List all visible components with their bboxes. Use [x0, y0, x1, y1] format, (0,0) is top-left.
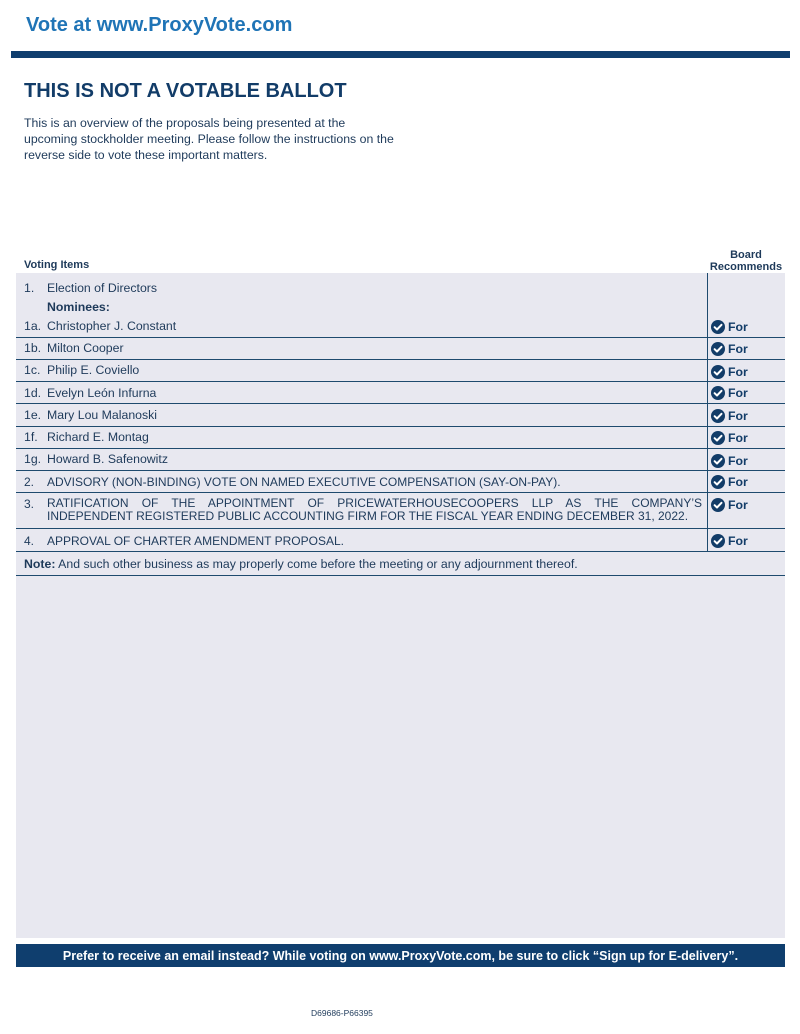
recommendation-label: For [728, 386, 748, 400]
item-label: APPROVAL OF CHARTER AMENDMENT PROPOSAL. [47, 534, 344, 548]
row-divider [16, 381, 785, 382]
item-number: 1b. [24, 341, 42, 355]
recommendation-label: For [728, 431, 748, 445]
check-circle-icon [711, 534, 725, 548]
election-number: 1. [24, 281, 35, 295]
recommendation-label: For [728, 534, 748, 548]
board-header-line1: Board [730, 249, 762, 261]
check-circle-icon [711, 431, 725, 445]
check-circle-icon [711, 365, 725, 379]
recommendation [711, 454, 748, 468]
recommendation [711, 342, 748, 356]
check-circle-icon [711, 498, 725, 512]
row-divider [16, 448, 785, 449]
recommendation-label: For [728, 409, 748, 423]
check-circle-icon [711, 342, 725, 356]
row-divider [16, 337, 785, 338]
item-number: 3. [24, 497, 35, 511]
recommendation-label: For [728, 320, 748, 334]
check-circle-icon [711, 454, 725, 468]
item-label: Richard E. Montag [47, 430, 149, 444]
recommendation [711, 475, 748, 489]
election-label: Election of Directors [47, 281, 158, 295]
item-label: Milton Cooper [47, 341, 124, 355]
ballot-intro: This is an overview of the proposals being presented at the upcoming stockholder meeting. Please follow the instructions on the reverse side to vote these important matters. [24, 116, 394, 162]
item-number: 4. [24, 534, 35, 548]
item-label: ADVISORY (NON-BINDING) VOTE ON NAMED EXECUTIVE COMPENSATION (SAY-ON-PAY). [47, 475, 561, 489]
row-divider [16, 403, 785, 404]
recommendation-label: For [728, 475, 748, 489]
item-label: Mary Lou Malanoski [47, 408, 158, 422]
note-text: And such other business as may properly come before the meeting or any adjournment thereof. [55, 557, 578, 571]
item-number: 1d. [24, 386, 42, 400]
recommendation-label: For [728, 365, 748, 379]
item-number: 1c. [24, 363, 41, 377]
document-code: D69686-P66395 [311, 1008, 373, 1018]
recommendation-label: For [728, 342, 748, 356]
header-divider [11, 51, 790, 58]
recommendation [711, 409, 748, 423]
note [24, 557, 578, 571]
recommendation [711, 431, 748, 445]
row-divider [16, 359, 785, 360]
row-divider [16, 426, 785, 427]
item-label: Evelyn León Infurna [47, 386, 157, 400]
recommendation-label: For [728, 454, 748, 468]
recommendation [711, 386, 748, 400]
edelivery-banner [16, 944, 785, 967]
voting-items-header: Voting Items [24, 259, 90, 271]
note-label: Note: [24, 557, 56, 571]
item-label: RATIFICATION OF THE APPOINTMENT OF PRICEWATERHOUSECOOPERS LLP AS THE COMPANY’S INDEPENDENT REGISTERED PUBLIC ACCOUNTING FIRM FOR THE FISCAL YEAR ENDING DECEMBER 31, 2022. [47, 496, 702, 523]
item-number: 1f. [24, 430, 38, 444]
column-divider [707, 273, 708, 552]
row-divider [16, 528, 785, 529]
item-label: Christopher J. Constant [47, 319, 177, 333]
recommendation [711, 498, 748, 512]
page-title-link[interactable]: Vote at www.ProxyVote.com [26, 14, 293, 36]
row-divider [16, 492, 785, 493]
item-number: 1e. [24, 408, 42, 422]
item-label: Philip E. Coviello [47, 363, 140, 377]
row-divider [16, 575, 785, 576]
row-divider [16, 551, 785, 552]
ballot-heading: THIS IS NOT A VOTABLE BALLOT [24, 80, 347, 102]
item-number: 1a. [24, 319, 42, 333]
item-number: 2. [24, 475, 35, 489]
check-circle-icon [711, 386, 725, 400]
recommendation [711, 320, 748, 334]
recommendation-label: For [728, 498, 748, 512]
row-divider [16, 470, 785, 471]
edelivery-text: Prefer to receive an email instead? While voting on www.ProxyVote.com, be sure to click “Sign up for E-delivery”. [62, 948, 739, 963]
check-circle-icon [711, 409, 725, 423]
item-number: 1g. [24, 452, 42, 466]
board-recommends-header [706, 249, 786, 273]
recommendation [711, 534, 748, 548]
check-circle-icon [711, 320, 725, 334]
recommendation [711, 365, 748, 379]
recommends-header-line2: Recommends [709, 261, 783, 273]
item-label: Howard B. Safenowitz [47, 452, 168, 466]
nominees-label: Nominees: [47, 300, 110, 314]
check-circle-icon [711, 475, 725, 489]
